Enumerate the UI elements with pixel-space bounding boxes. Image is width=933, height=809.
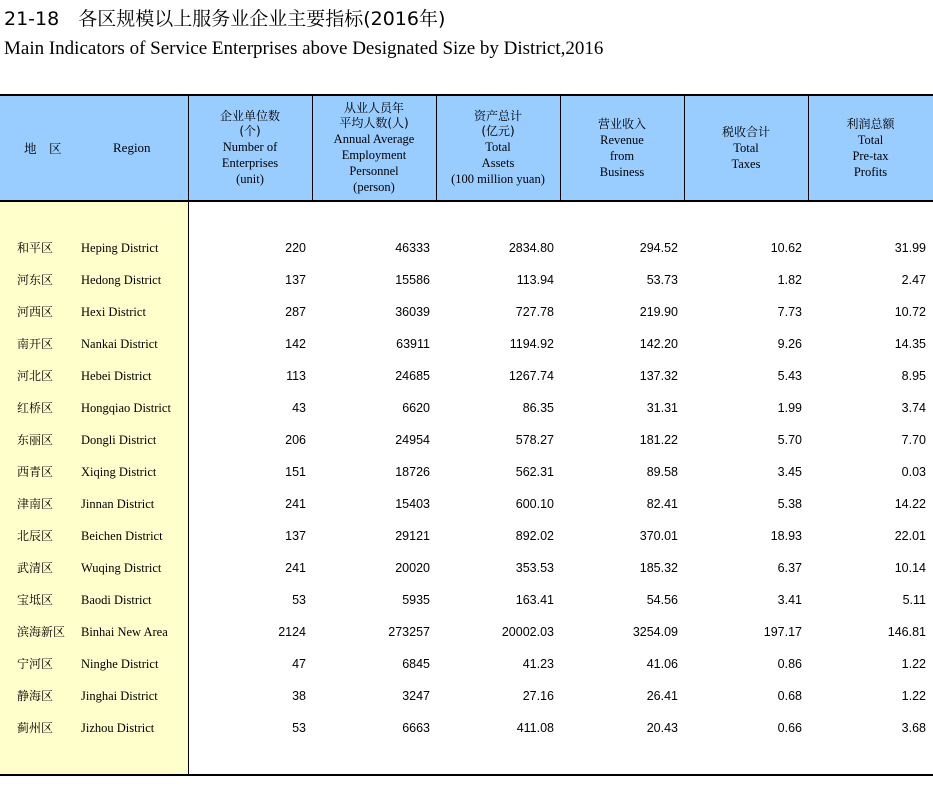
region-name-en: Nankai District [81, 337, 158, 351]
value-col-1: 2124 [278, 625, 306, 639]
header-col-1 [188, 96, 313, 200]
table-row [0, 524, 933, 548]
region-name-en: Wuqing District [81, 561, 162, 575]
header-col-en-line: Revenue [600, 132, 644, 147]
value-col-3: 20002.03 [501, 625, 554, 639]
value-col-4: 54.56 [646, 593, 678, 607]
header-col-en-line: (person) [353, 180, 395, 194]
value-col-3: 27.16 [522, 689, 554, 703]
header-col-cn-line: 企业单位数 [219, 109, 280, 123]
table-row [0, 684, 933, 708]
value-col-2: 15586 [395, 273, 430, 287]
region-name-cn: 西青区 [17, 465, 54, 479]
value-col-4: 142.20 [639, 337, 678, 351]
header-col-cn-line: (个) [239, 124, 261, 138]
header-col-cn-line: 资产总计 [473, 109, 522, 123]
header-col-en-line: Total [857, 132, 884, 147]
table-row [0, 460, 933, 484]
value-col-4: 26.41 [646, 689, 678, 703]
value-col-3: 2834.80 [508, 241, 554, 255]
table-row [0, 652, 933, 676]
header-col-cn-line: 平均人数(人) [339, 116, 409, 130]
header-col-en-line: Taxes [731, 156, 761, 171]
value-col-1: 206 [285, 433, 306, 447]
header-col-en-line: Enterprises [221, 156, 279, 170]
value-col-1: 241 [285, 561, 306, 575]
value-col-5: 10.62 [770, 241, 802, 255]
page-title-cn: 21-18 各区规模以上服务业企业主要指标(2016年) [4, 8, 446, 30]
table-row [0, 556, 933, 580]
region-name-cn: 北辰区 [17, 529, 54, 543]
value-col-3: 163.41 [515, 593, 554, 607]
value-col-2: 46333 [395, 241, 430, 255]
region-name-en: Hongqiao District [81, 401, 171, 415]
value-col-6: 10.14 [894, 561, 926, 575]
value-col-2: 20020 [395, 561, 430, 575]
region-name-en: Dongli District [81, 433, 157, 447]
value-col-3: 600.10 [515, 497, 554, 511]
header-col-en-line: (unit) [236, 172, 264, 186]
value-col-4: 294.52 [639, 241, 678, 255]
header-col-cn-line: 营业收入 [597, 116, 646, 131]
header-col-en-line: (100 million yuan) [451, 172, 545, 186]
page-title-en: Main Indicators of Service Enterprises above Designated Size by District,2016 [4, 38, 604, 59]
value-col-6: 22.01 [894, 529, 926, 543]
value-col-4: 370.01 [639, 529, 678, 543]
value-col-5: 0.66 [777, 721, 802, 735]
region-name-en: Baodi District [81, 593, 152, 607]
region-name-en: Xiqing District [81, 465, 157, 479]
value-col-3: 1267.74 [508, 369, 554, 383]
value-col-3: 411.08 [516, 721, 554, 735]
value-col-3: 562.31 [515, 465, 554, 479]
value-col-4: 219.90 [639, 305, 678, 319]
value-col-6: 3.74 [901, 401, 926, 415]
value-col-4: 31.31 [646, 401, 678, 415]
value-col-1: 43 [292, 401, 306, 415]
value-col-3: 353.53 [515, 561, 554, 575]
region-name-cn: 宝坻区 [17, 593, 54, 607]
region-name-en: Binhai New Area [81, 625, 168, 639]
region-name-cn: 红桥区 [17, 401, 54, 415]
value-col-2: 5935 [402, 593, 430, 607]
header-col-cn-line: 利润总额 [846, 116, 895, 131]
table-row [0, 268, 933, 292]
table-row [0, 492, 933, 516]
table-row [0, 300, 933, 324]
value-col-1: 137 [285, 273, 306, 287]
value-col-4: 20.43 [646, 721, 678, 735]
header-col-en-line: from [609, 148, 635, 163]
region-name-en: Jinghai District [81, 689, 158, 703]
region-name-en: Hexi District [81, 305, 146, 319]
value-col-2: 36039 [395, 305, 430, 319]
value-col-5: 5.43 [777, 369, 802, 383]
region-name-cn: 和平区 [17, 241, 54, 255]
header-col-6 [808, 96, 933, 200]
value-col-3: 727.78 [515, 305, 554, 319]
table-row [0, 236, 933, 260]
value-col-5: 3.41 [777, 593, 802, 607]
value-col-3: 578.27 [515, 433, 554, 447]
header-col-en-line: Employment [341, 148, 407, 162]
value-col-5: 9.26 [777, 337, 802, 351]
table-row [0, 716, 933, 740]
value-col-2: 6663 [402, 721, 430, 735]
region-name-cn: 河东区 [17, 273, 54, 287]
region-name-en: Beichen District [81, 529, 163, 543]
value-col-3: 1194.92 [509, 337, 554, 351]
value-col-5: 3.45 [777, 465, 802, 479]
value-col-4: 89.58 [646, 465, 678, 479]
table-bottom-rule [0, 774, 933, 776]
region-name-en: Jinnan District [81, 497, 155, 511]
region-name-en: Jizhou District [81, 721, 155, 735]
value-col-2: 15403 [395, 497, 430, 511]
value-col-6: 31.99 [894, 241, 926, 255]
region-name-en: Hebei District [81, 369, 152, 383]
value-col-5: 1.82 [777, 273, 802, 287]
region-name-cn: 静海区 [17, 689, 54, 703]
header-col-en-line: Personnel [349, 164, 399, 178]
region-name-cn: 河北区 [17, 369, 54, 383]
value-col-5: 6.37 [777, 561, 802, 575]
value-col-3: 892.02 [515, 529, 554, 543]
value-col-3: 86.35 [522, 401, 554, 415]
value-col-2: 6845 [402, 657, 430, 671]
header-col-cn-line: 税收合计 [721, 124, 770, 139]
value-col-2: 18726 [395, 465, 430, 479]
value-col-5: 0.68 [777, 689, 802, 703]
value-col-1: 151 [285, 465, 306, 479]
value-col-4: 3254.09 [632, 625, 678, 639]
value-col-6: 7.70 [901, 433, 926, 447]
value-col-6: 1.22 [901, 657, 926, 671]
value-col-5: 0.86 [777, 657, 802, 671]
region-name-en: Ninghe District [81, 657, 159, 671]
table-row [0, 396, 933, 420]
value-col-2: 24685 [395, 369, 430, 383]
value-col-5: 1.99 [777, 401, 802, 415]
table-row [0, 620, 933, 644]
value-col-5: 5.38 [777, 497, 802, 511]
header-col-en-line: Profits [853, 164, 888, 179]
value-col-4: 53.73 [646, 273, 678, 287]
value-col-6: 1.22 [901, 689, 926, 703]
value-col-6: 3.68 [901, 721, 926, 735]
header-col-en-line: Assets [481, 156, 515, 170]
header-col-en-line: Number of [222, 140, 278, 154]
header-region-en: Region [113, 140, 151, 155]
header-region-cell [0, 96, 189, 200]
value-col-6: 2.47 [901, 273, 926, 287]
value-col-1: 142 [285, 337, 306, 351]
table-row [0, 428, 933, 452]
region-name-en: Heping District [81, 241, 159, 255]
value-col-1: 241 [285, 497, 306, 511]
header-col-en-line: Pre-tax [852, 148, 889, 163]
value-col-6: 10.72 [894, 305, 926, 319]
region-name-cn: 蓟州区 [17, 721, 54, 735]
value-col-2: 273257 [388, 625, 430, 639]
value-col-6: 14.22 [894, 497, 926, 511]
value-col-1: 113 [286, 369, 306, 383]
region-name-cn: 南开区 [17, 337, 54, 351]
region-name-cn: 津南区 [17, 497, 54, 511]
header-col-en-line: Business [599, 164, 645, 179]
value-col-2: 63911 [396, 337, 430, 351]
value-col-4: 82.41 [646, 497, 678, 511]
header-region-cn: 地 区 [24, 141, 62, 156]
value-col-6: 8.95 [901, 369, 926, 383]
table-row [0, 588, 933, 612]
header-col-3 [436, 96, 561, 200]
region-name-cn: 河西区 [17, 305, 54, 319]
value-col-4: 41.06 [646, 657, 678, 671]
value-col-1: 137 [285, 529, 306, 543]
region-name-cn: 东丽区 [17, 433, 54, 447]
header-col-en-line: Total [485, 140, 511, 154]
value-col-1: 53 [292, 721, 306, 735]
value-col-6: 14.35 [894, 337, 926, 351]
value-col-2: 24954 [395, 433, 430, 447]
value-col-3: 41.23 [522, 657, 554, 671]
table-row [0, 364, 933, 388]
header-col-en-line: Total [733, 140, 759, 155]
value-col-5: 5.70 [777, 433, 802, 447]
header-col-2 [312, 96, 437, 200]
value-col-1: 38 [292, 689, 306, 703]
value-col-3: 113.94 [516, 273, 554, 287]
value-col-5: 18.93 [770, 529, 802, 543]
value-col-4: 181.22 [639, 433, 678, 447]
value-col-5: 197.17 [763, 625, 802, 639]
value-col-2: 6620 [402, 401, 430, 415]
region-name-cn: 宁河区 [17, 657, 54, 671]
header-col-en-line: Annual Average [333, 132, 415, 146]
header-col-4 [560, 96, 685, 200]
header-col-cn-line: 从业人员年 [343, 101, 404, 115]
value-col-4: 137.32 [639, 369, 678, 383]
value-col-1: 47 [292, 657, 306, 671]
value-col-4: 185.32 [639, 561, 678, 575]
region-name-en: Hedong District [81, 273, 162, 287]
header-col-cn-line: (亿元) [481, 124, 515, 138]
value-col-6: 5.11 [902, 593, 926, 607]
value-col-1: 53 [292, 593, 306, 607]
value-col-2: 3247 [402, 689, 430, 703]
region-name-cn: 滨海新区 [17, 625, 66, 639]
header-col-5 [684, 96, 809, 200]
value-col-2: 29121 [395, 529, 430, 543]
region-name-cn: 武清区 [17, 561, 54, 575]
table-row [0, 332, 933, 356]
value-col-5: 7.73 [777, 305, 802, 319]
value-col-6: 146.81 [887, 625, 926, 639]
value-col-1: 287 [285, 305, 306, 319]
value-col-6: 0.03 [901, 465, 926, 479]
value-col-1: 220 [285, 241, 306, 255]
